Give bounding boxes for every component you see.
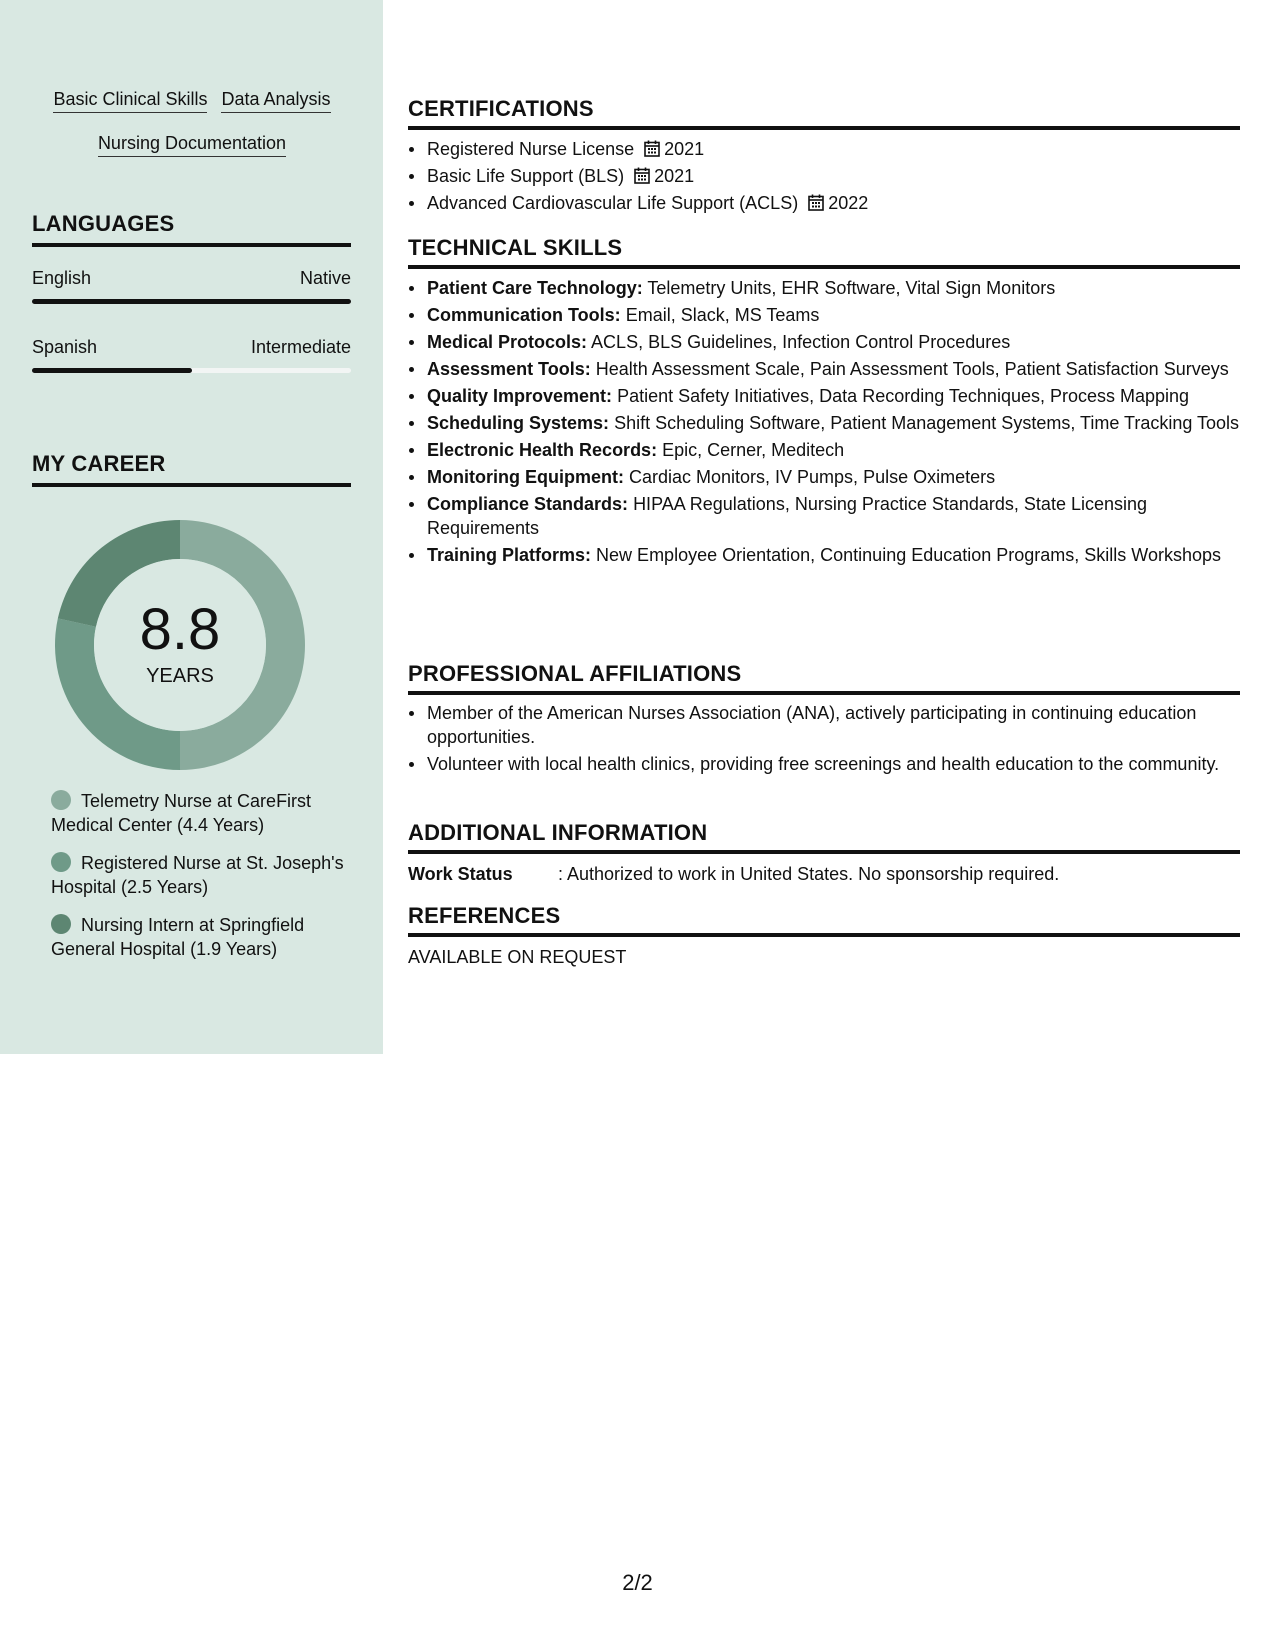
skill-details: Telemetry Units, EHR Software, Vital Sign Monitors <box>647 278 1056 298</box>
sidebar <box>0 0 383 1054</box>
certification-item <box>408 137 1240 161</box>
work-status-value: : Authorized to work in United States. No sponsorship required. <box>558 864 1060 884</box>
career-total-unit: YEARS <box>146 665 214 687</box>
affiliation-item: Member of the American Nurses Association (ANA), actively participating in continuing education opportunities. <box>408 701 1240 749</box>
certification-item <box>408 164 1240 188</box>
affiliations-heading: PROFESSIONAL AFFILIATIONS <box>408 661 1240 695</box>
skill-category: Medical Protocols: <box>427 332 588 352</box>
legend-dot-icon <box>51 914 71 934</box>
technical-skills-list <box>408 276 1240 570</box>
skill-details: HIPAA Regulations, Nursing Practice Standards, State Licensing Requirements <box>427 494 1148 538</box>
career-heading: MY CAREER <box>32 451 351 487</box>
language-row <box>32 337 351 358</box>
work-status-row <box>408 862 1059 886</box>
language-row <box>32 268 351 289</box>
additional-info-heading: ADDITIONAL INFORMATION <box>408 820 1240 854</box>
certifications-list <box>408 137 1240 218</box>
calendar-icon <box>644 140 660 157</box>
references-text: AVAILABLE ON REQUEST <box>408 947 627 967</box>
certifications-heading: CERTIFICATIONS <box>408 96 1240 130</box>
skill-category: Electronic Health Records: <box>427 440 658 460</box>
language-name: Spanish <box>32 337 98 357</box>
skill-category: Compliance Standards: <box>427 494 629 514</box>
language-proficiency-fill <box>32 368 192 373</box>
technical-skill-item <box>408 543 1240 567</box>
technical-skill-item <box>408 330 1240 354</box>
technical-skills-heading: TECHNICAL SKILLS <box>408 235 1240 269</box>
language-proficiency-fill <box>32 299 351 304</box>
skill-category: Monitoring Equipment: <box>427 467 624 487</box>
certification-name: Advanced Cardiovascular Life Support (ACLS) <box>427 193 799 213</box>
career-legend-item <box>51 913 351 961</box>
language-proficiency-bar <box>32 299 351 304</box>
skill-details: Shift Scheduling Software, Patient Management Systems, Time Tracking Tools <box>614 413 1240 433</box>
career-legend-label: Registered Nurse at St. Joseph's Hospital (2.5 Years) <box>51 853 344 897</box>
skill-details: Email, Slack, MS Teams <box>625 305 820 325</box>
skill-category: Scheduling Systems: <box>427 413 610 433</box>
skill-details: Epic, Cerner, Meditech <box>662 440 845 460</box>
skill-tag: Nursing Documentation <box>98 132 286 157</box>
technical-skill-item <box>408 438 1240 462</box>
skill-details: New Employee Orientation, Continuing Education Programs, Skills Workshops <box>596 545 1222 565</box>
skill-category: Training Platforms: <box>427 545 592 565</box>
certification-item <box>408 191 1240 215</box>
skill-category: Communication Tools: <box>427 305 621 325</box>
language-level: Intermediate <box>250 337 351 357</box>
languages-heading: LANGUAGES <box>32 211 351 247</box>
skill-tags <box>32 88 352 176</box>
career-legend-label: Nursing Intern at Springfield General Hospital (1.9 Years) <box>51 915 305 959</box>
certification-year: 2021 <box>654 166 695 186</box>
technical-skill-item <box>408 465 1240 489</box>
language-name: English <box>32 268 92 288</box>
technical-skill-item <box>408 276 1240 300</box>
technical-skill-item <box>408 303 1240 327</box>
calendar-icon <box>808 194 824 211</box>
career-total-years: 8.8 <box>139 597 221 662</box>
references-heading: REFERENCES <box>408 903 1240 937</box>
technical-skill-item <box>408 357 1240 381</box>
technical-skill-item <box>408 492 1240 540</box>
career-legend-item <box>51 851 351 899</box>
skill-details: Cardiac Monitors, IV Pumps, Pulse Oximeters <box>628 467 996 487</box>
technical-skill-item <box>408 411 1240 435</box>
legend-dot-icon <box>51 852 71 872</box>
work-status-label: Work Status <box>408 864 513 884</box>
calendar-icon <box>634 167 650 184</box>
skill-details: Health Assessment Scale, Pain Assessment Tools, Patient Satisfaction Surveys <box>595 359 1229 379</box>
technical-skill-item <box>408 384 1240 408</box>
skill-details: Patient Safety Initiatives, Data Recording Techniques, Process Mapping <box>617 386 1190 406</box>
page-number: 2/2 <box>622 1570 653 1595</box>
affiliation-item: Volunteer with local health clinics, providing free screenings and health education to the community. <box>408 752 1240 776</box>
affiliations-list <box>408 701 1240 779</box>
skill-category: Patient Care Technology: <box>427 278 643 298</box>
certification-year: 2022 <box>828 193 869 213</box>
skill-tag: Basic Clinical Skills <box>53 88 207 113</box>
certification-year: 2021 <box>664 139 705 159</box>
skill-category: Assessment Tools: <box>427 359 591 379</box>
language-proficiency-bar <box>32 368 351 373</box>
career-legend-item <box>51 789 351 837</box>
certification-name: Registered Nurse License <box>427 139 635 159</box>
skill-details: ACLS, BLS Guidelines, Infection Control Procedures <box>591 332 1011 352</box>
legend-dot-icon <box>51 790 71 810</box>
certification-name: Basic Life Support (BLS) <box>427 166 625 186</box>
career-legend-label: Telemetry Nurse at CareFirst Medical Center (4.4 Years) <box>51 791 312 835</box>
language-level: Native <box>299 268 351 288</box>
skill-category: Quality Improvement: <box>427 386 613 406</box>
skill-tag: Data Analysis <box>221 88 330 113</box>
